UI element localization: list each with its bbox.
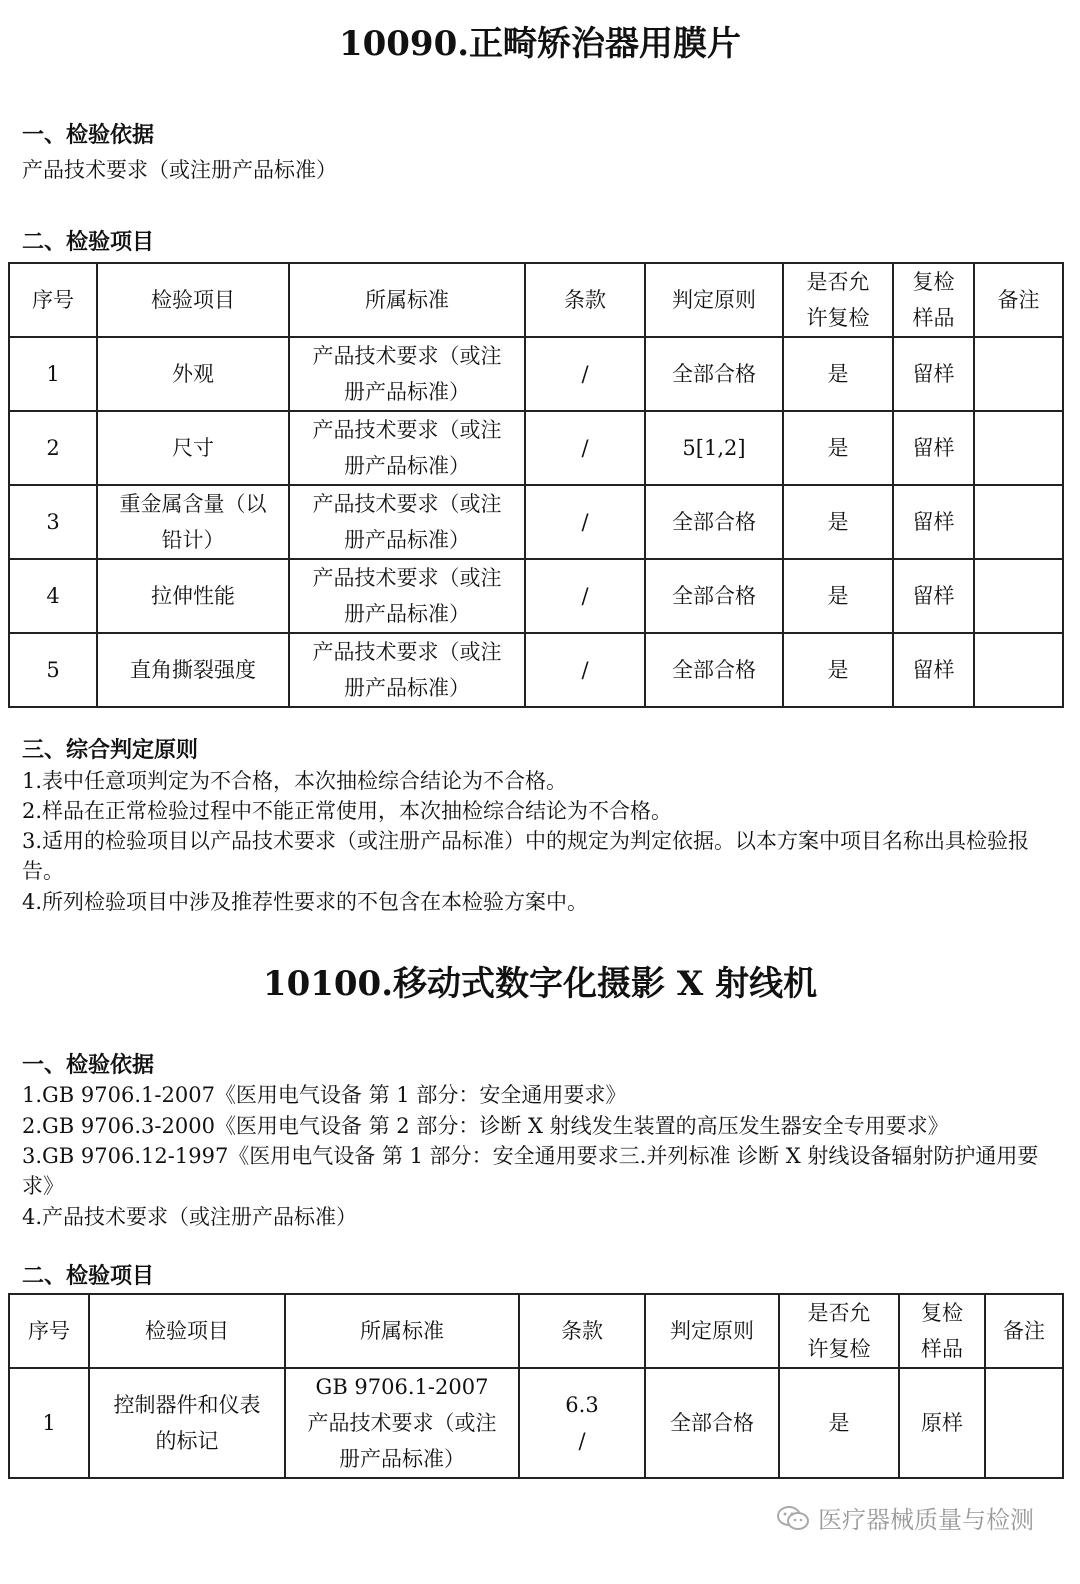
table-cell-text: / xyxy=(581,362,589,386)
column-header xyxy=(9,263,97,337)
table-cell-text: / xyxy=(581,436,589,460)
table-cell-text: 原样 xyxy=(921,1411,963,1435)
table-header-row xyxy=(9,1294,1063,1368)
table-cell xyxy=(525,559,645,633)
basis-line-4: 4.产品技术要求（或注册产品标准） xyxy=(22,1205,358,1229)
table-cell-text: 5 xyxy=(46,658,60,682)
table-cell-text: 留样 xyxy=(912,510,955,534)
section1-items-heading: 二、检验项目 xyxy=(22,230,155,255)
table-cell xyxy=(9,411,97,485)
table-cell-text: 产品技术要求（或注 xyxy=(312,492,502,516)
basis-line-3: 3.GB 9706.12-1997《医用电气设备 第 1 部分：安全通用要求三.并列标准 诊断 X 射线设备辐射防护通用要求》 xyxy=(22,1144,1039,1198)
table-row xyxy=(9,337,1063,411)
table-cell xyxy=(9,1368,89,1478)
table-cell xyxy=(645,485,783,559)
table-cell xyxy=(899,1368,985,1478)
table-cell-text: 册产品标准） xyxy=(344,528,470,552)
table-cell xyxy=(525,485,645,559)
column-header xyxy=(985,1294,1063,1368)
column-header xyxy=(89,1294,285,1368)
table-cell-text: 外观 xyxy=(172,362,214,386)
table-row xyxy=(9,1368,1063,1478)
column-header-text: 样品 xyxy=(921,1337,963,1361)
column-header xyxy=(893,263,974,337)
column-header xyxy=(97,263,289,337)
table-cell-text: 3 xyxy=(46,510,60,534)
section1-basis-line: 产品技术要求（或注册产品标准） xyxy=(22,158,337,182)
table-cell xyxy=(645,559,783,633)
column-header xyxy=(289,263,525,337)
judgement-line-3: 3.适用的检验项目以产品技术要求（或注册产品标准）中的规定为判定依据。以本方案中项目名称出具检验报告。 xyxy=(22,829,1030,883)
section2-inspection-table xyxy=(8,1293,1064,1479)
table-cell-text: 的标记 xyxy=(155,1429,219,1453)
table-cell-text: 留样 xyxy=(912,362,955,386)
table-cell-text: 全部合格 xyxy=(672,584,756,608)
column-header xyxy=(645,1294,779,1368)
table-cell xyxy=(974,337,1063,411)
table-cell-text: 是 xyxy=(827,436,849,460)
table-cell-text: 册产品标准） xyxy=(344,676,470,700)
column-header xyxy=(525,263,645,337)
table-cell xyxy=(893,411,974,485)
column-header-text: 判定原则 xyxy=(672,288,756,312)
table-cell xyxy=(974,411,1063,485)
column-header xyxy=(783,263,893,337)
table-cell-text: 6.3 xyxy=(565,1393,599,1417)
column-header-text: 序号 xyxy=(32,288,74,312)
table-cell-text: / xyxy=(581,584,589,608)
table-cell-text: 控制器件和仪表 xyxy=(113,1393,261,1417)
basis-line-1: 1.GB 9706.1-2007《医用电气设备 第 1 部分：安全通用要求》 xyxy=(22,1083,627,1107)
table-cell xyxy=(783,411,893,485)
table-cell-text: 册产品标准） xyxy=(344,454,470,478)
table-cell-text: / xyxy=(581,658,589,682)
wechat-icon xyxy=(776,1505,810,1531)
table-cell-text: 产品技术要求（或注 xyxy=(312,344,502,368)
table-cell-text: 1 xyxy=(42,1411,56,1435)
table-cell xyxy=(783,337,893,411)
table-cell-text: 是 xyxy=(828,1411,850,1435)
table-cell xyxy=(289,559,525,633)
table-cell xyxy=(783,633,893,707)
table-cell-text: 产品技术要求（或注 xyxy=(312,566,502,590)
column-header-text: 备注 xyxy=(1003,1319,1045,1343)
watermark xyxy=(776,1500,1034,1535)
column-header xyxy=(519,1294,645,1368)
column-header xyxy=(285,1294,519,1368)
table-cell-text: 留样 xyxy=(912,436,955,460)
table-cell xyxy=(525,411,645,485)
table-cell-text: 尺寸 xyxy=(172,436,214,460)
section1-title: 10090.正畸矫治器用膜片 xyxy=(338,24,742,64)
table-cell-text: GB 9706.1-2007 xyxy=(315,1375,489,1399)
column-header-text: 检验项目 xyxy=(151,288,235,312)
table-cell xyxy=(893,337,974,411)
table-cell xyxy=(289,633,525,707)
table-cell-text: 是 xyxy=(827,658,849,682)
table-cell-text: / xyxy=(581,510,589,534)
table-cell xyxy=(525,633,645,707)
table-cell xyxy=(289,485,525,559)
judgement-line-4: 4.所列检验项目中涉及推荐性要求的不包含在本检验方案中。 xyxy=(22,890,589,914)
table-cell-text: 册产品标准） xyxy=(344,602,470,626)
table-cell xyxy=(9,633,97,707)
table-cell xyxy=(985,1368,1063,1478)
table-cell xyxy=(97,485,289,559)
table-cell xyxy=(783,559,893,633)
judgement-line-2: 2.样品在正常检验过程中不能正常使用，本次抽检综合结论为不合格。 xyxy=(22,799,673,823)
table-cell xyxy=(9,337,97,411)
watermark-text: 医疗器械质量与检测 xyxy=(818,1506,1034,1534)
table-cell-text: 4 xyxy=(46,584,60,608)
table-cell xyxy=(519,1368,645,1478)
table-cell xyxy=(645,633,783,707)
section1-judgement-heading: 三、综合判定原则 xyxy=(22,738,199,763)
column-header-text: 判定原则 xyxy=(670,1319,754,1343)
table-cell xyxy=(289,411,525,485)
column-header xyxy=(974,263,1063,337)
column-header-text: 备注 xyxy=(997,288,1040,312)
table-header-row xyxy=(9,263,1063,337)
table-cell-text: 留样 xyxy=(912,658,955,682)
table-cell xyxy=(9,485,97,559)
table-cell-text: 产品技术要求（或注 xyxy=(312,418,502,442)
table-cell-text: / xyxy=(578,1429,586,1453)
table-cell-text: 产品技术要求（或注 xyxy=(312,640,502,664)
section1-basis-heading: 一、检验依据 xyxy=(22,123,155,148)
column-header-text: 所属标准 xyxy=(360,1319,444,1343)
table-cell-text: 铅计） xyxy=(161,528,225,552)
table-cell-text: 全部合格 xyxy=(670,1411,754,1435)
column-header-text: 样品 xyxy=(912,306,955,330)
table-row xyxy=(9,559,1063,633)
judgement-line-1: 1.表中任意项判定为不合格，本次抽检综合结论为不合格。 xyxy=(22,769,568,793)
column-header-text: 许复检 xyxy=(807,1337,871,1361)
table-cell xyxy=(97,411,289,485)
column-header-text: 是否允 xyxy=(807,1301,871,1325)
table-cell-text: 拉伸性能 xyxy=(151,584,235,608)
table-cell xyxy=(89,1368,285,1478)
table-cell xyxy=(289,337,525,411)
table-row xyxy=(9,411,1063,485)
table-cell xyxy=(285,1368,519,1478)
column-header-text: 检验项目 xyxy=(145,1319,229,1343)
table-cell xyxy=(974,485,1063,559)
section2-items-heading: 二、检验项目 xyxy=(22,1264,155,1289)
table-cell xyxy=(893,633,974,707)
table-cell-text: 是 xyxy=(827,510,849,534)
table-cell xyxy=(974,633,1063,707)
section2-title: 10100.移动式数字化摄影 X 射线机 xyxy=(262,964,818,1004)
column-header-text: 条款 xyxy=(564,288,606,312)
table-cell xyxy=(97,559,289,633)
column-header-text: 所属标准 xyxy=(365,288,449,312)
section2-basis-heading: 一、检验依据 xyxy=(22,1053,155,1078)
table-row xyxy=(9,633,1063,707)
table-cell-text: 是 xyxy=(827,584,849,608)
column-header-text: 许复检 xyxy=(806,306,870,330)
table-cell xyxy=(779,1368,899,1478)
column-header-text: 复检 xyxy=(912,270,955,294)
column-header-text: 序号 xyxy=(28,1319,70,1343)
column-header xyxy=(9,1294,89,1368)
table-cell-text: 1 xyxy=(46,362,60,386)
table-cell xyxy=(525,337,645,411)
table-cell-text: 留样 xyxy=(912,584,955,608)
basis-line-2: 2.GB 9706.3-2000《医用电气设备 第 2 部分：诊断 X 射线发生装置的高压发生器安全专用要求》 xyxy=(22,1114,949,1138)
table-cell xyxy=(645,411,783,485)
table-cell-text: 全部合格 xyxy=(672,658,756,682)
table-cell-text: 直角撕裂强度 xyxy=(130,658,256,682)
table-cell-text: 全部合格 xyxy=(672,510,756,534)
table-cell-text: 重金属含量（以 xyxy=(119,492,267,516)
column-header-text: 是否允 xyxy=(806,270,870,294)
table-cell xyxy=(974,559,1063,633)
column-header xyxy=(899,1294,985,1368)
column-header xyxy=(779,1294,899,1368)
table-cell xyxy=(645,1368,779,1478)
table-cell-text: 产品技术要求（或注 xyxy=(307,1411,497,1435)
table-cell-text: 册产品标准） xyxy=(344,380,470,404)
column-header-text: 条款 xyxy=(561,1319,603,1343)
column-header xyxy=(645,263,783,337)
table-cell xyxy=(645,337,783,411)
table-cell xyxy=(783,485,893,559)
table-cell xyxy=(893,559,974,633)
table-cell xyxy=(97,337,289,411)
table-row xyxy=(9,485,1063,559)
table-cell-text: 2 xyxy=(46,436,60,460)
table-cell-text: 册产品标准） xyxy=(339,1447,465,1471)
table-cell-text: 是 xyxy=(827,362,849,386)
column-header-text: 复检 xyxy=(921,1301,963,1325)
table-cell xyxy=(893,485,974,559)
table-cell-text: 5[1,2] xyxy=(682,436,746,460)
table-cell xyxy=(97,633,289,707)
table-cell-text: 全部合格 xyxy=(672,362,756,386)
table-cell xyxy=(9,559,97,633)
section1-inspection-table xyxy=(8,262,1064,708)
